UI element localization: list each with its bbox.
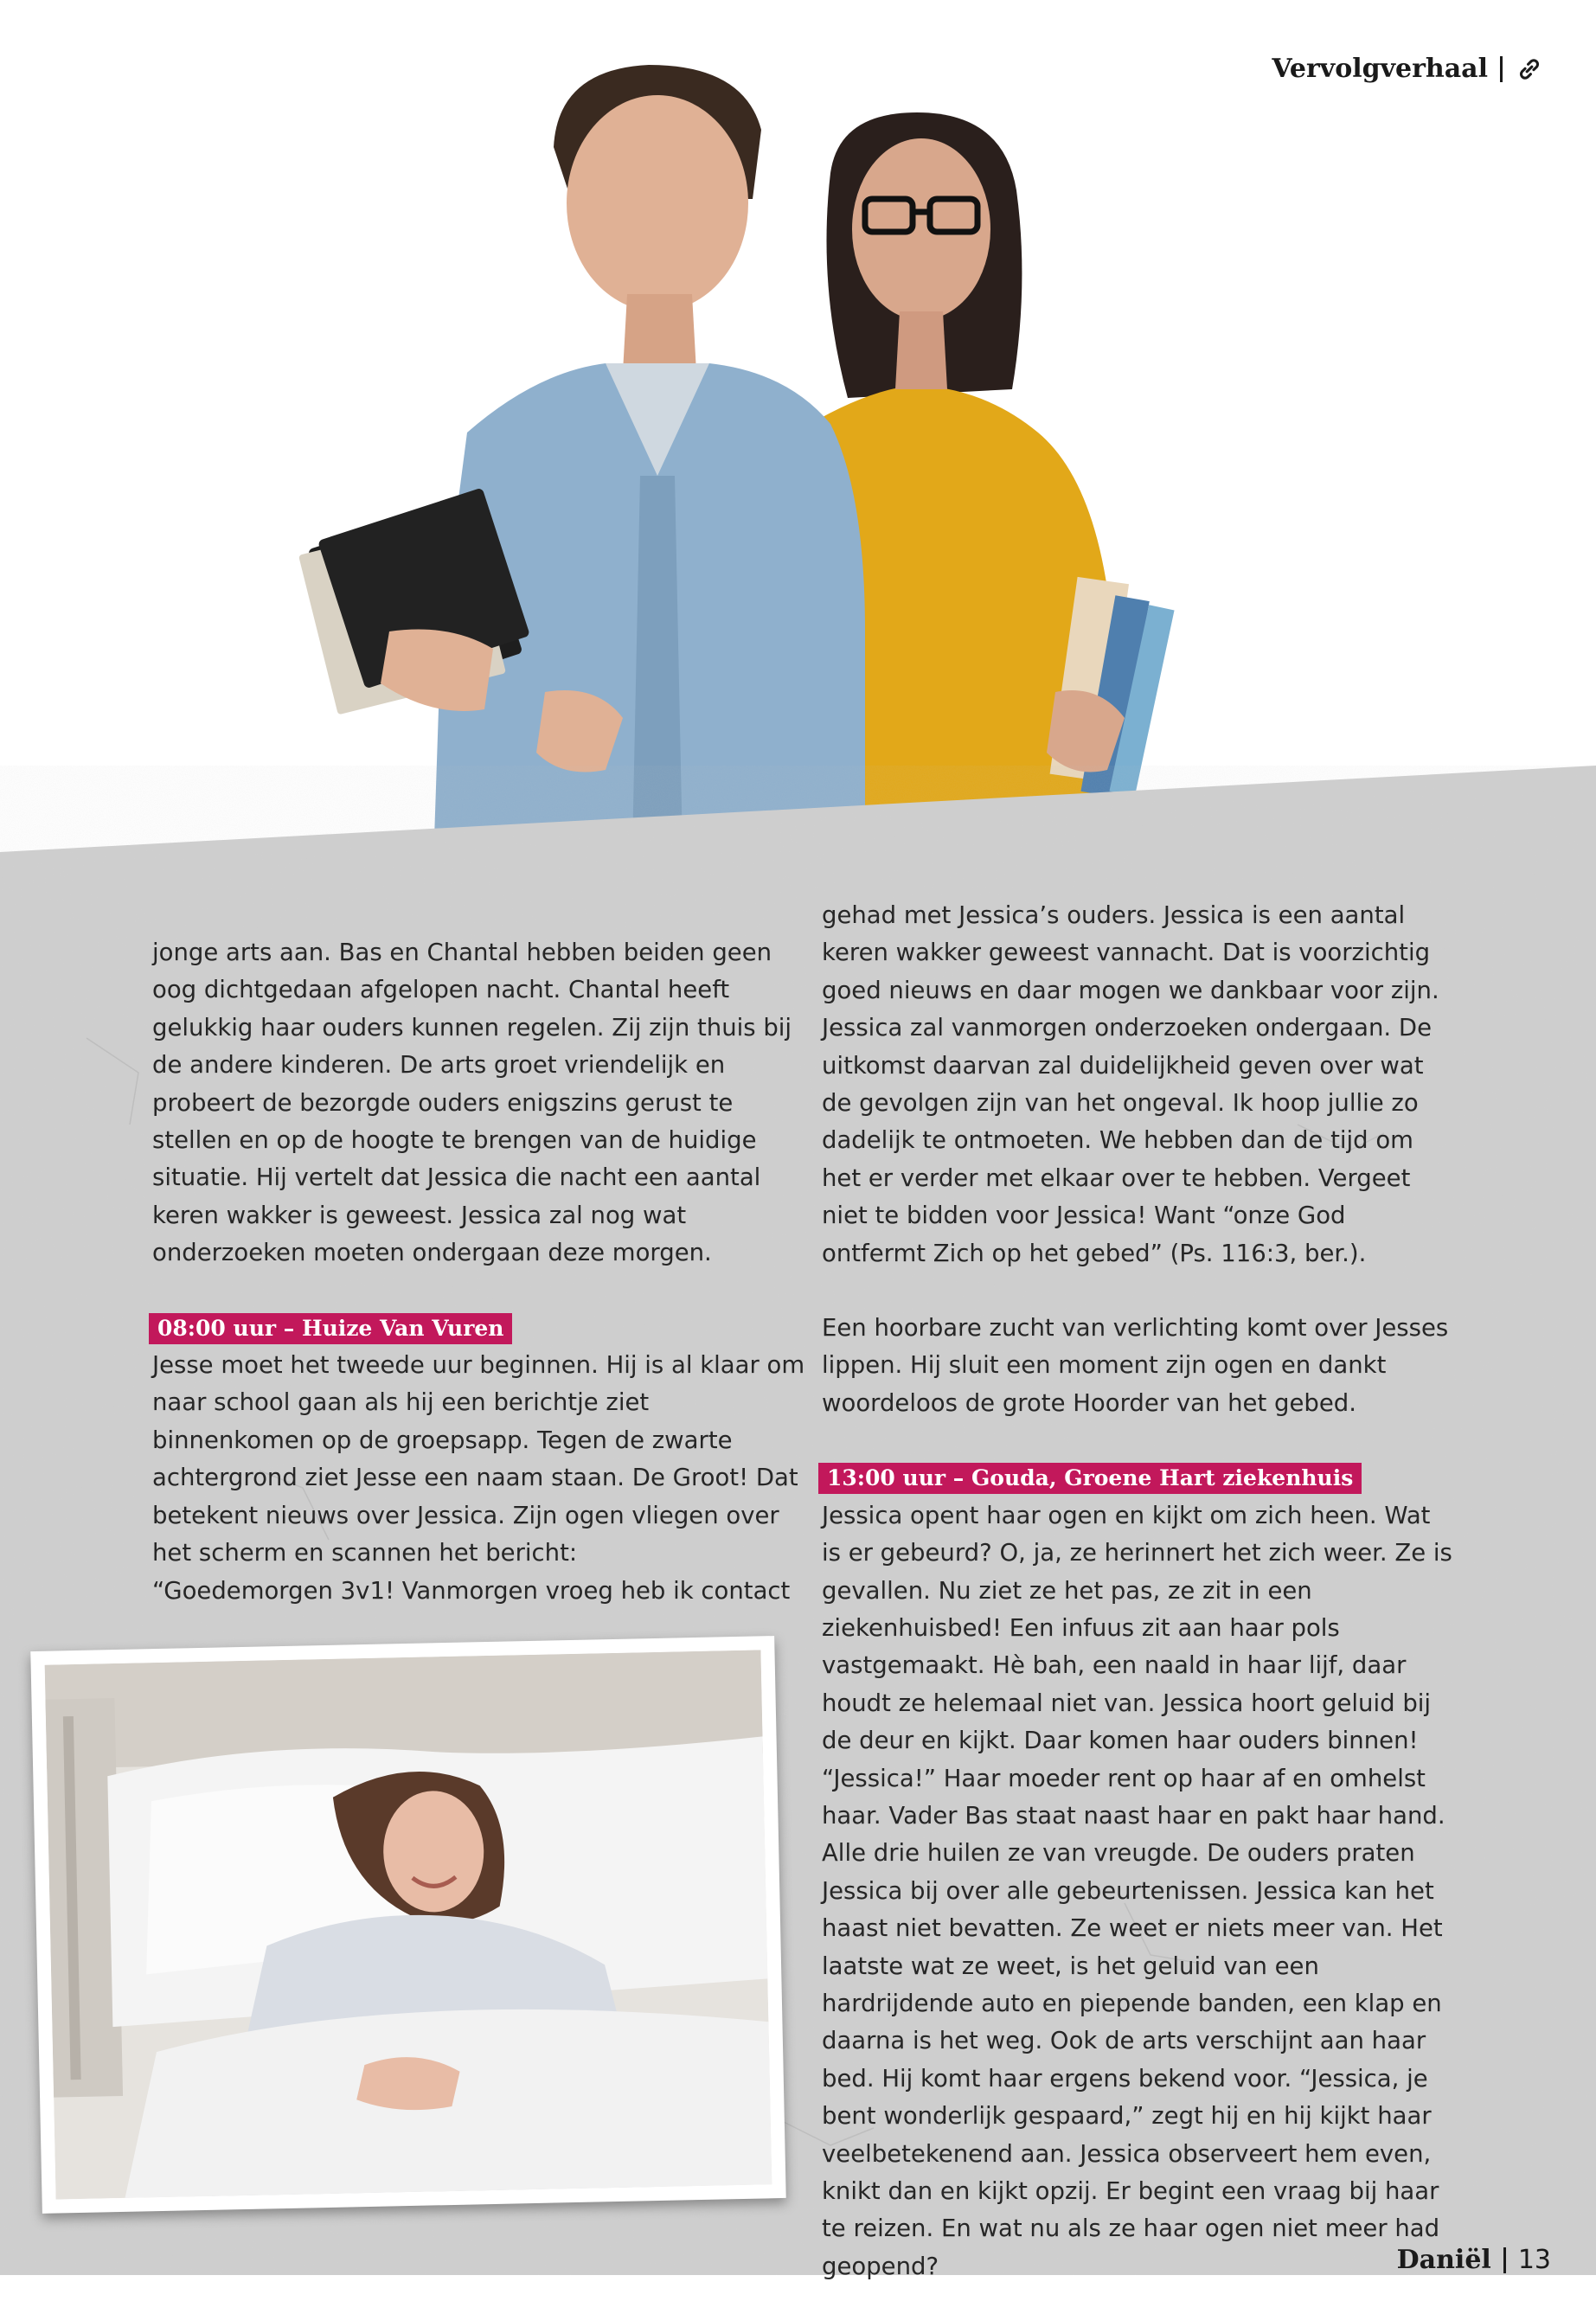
- paragraph: gehad met Jessica’s ouders. Jessica is een aantal keren wakker geweest vannacht. Dat is voorzichtig goed nieuws en daar mogen we dankbaar voor zijn. Jessica zal vanmorgen onderzoeken ondergaan. De uitkomst daarvan zal duidelijkheid geven over wat de gevolgen zijn van het ongeval. Ik hoop jullie zo dadelijk te ontmoeten. We hebben dan de tijd om het er verder met elkaar over te hebben. Vergeet niet te bidden voor Jessica! Want “onze God ontfermt Zich op het gebed” (Ps. 116:3, ber.).: [822, 901, 1439, 1267]
- left-column: [152, 934, 810, 1610]
- paragraph: jonge arts aan. Bas en Chantal hebben beiden geen oog dichtgedaan afgelopen nacht. Chantal heeft gelukkig haar ouders kunnen regelen. Zij zijn thuis bij de andere kinderen. De arts groet vriendelijk en probeert de bezorgde ouders enigszins gerust te stellen en op de hoogte te brengen van de huidige situatie. Hij vertelt dat Jessica die nacht een aantal keren wakker is geweest. Jessica zal nog wat onderzoeken moeten ondergaan deze morgen.: [152, 939, 792, 1267]
- page-footer: [1397, 2245, 1551, 2275]
- footer-divider: [1503, 2247, 1506, 2273]
- right-column: [822, 897, 1453, 2285]
- time-location-tag: 13:00 uur – Gouda, Groene Hart ziekenhuis: [818, 1463, 1362, 1494]
- time-location-tag: 08:00 uur – Huize Van Vuren: [149, 1313, 512, 1344]
- paragraph: “Goedemorgen 3v1! Vanmorgen vroeg heb ik contact: [152, 1576, 791, 1605]
- paragraph: Een hoorbare zucht van verlichting komt over Jesses lippen. Hij sluit een moment zijn ogen en dankt woordeloos de grote Hoorder van het gebed.: [822, 1314, 1449, 1417]
- section-label: Vervolgverhaal: [1272, 54, 1488, 84]
- page-number: 13: [1517, 2245, 1551, 2275]
- paragraph: Jessica opent haar ogen en kijkt om zich heen. Wat is er gebeurd? O, ja, ze herinnert het zich weer. Ze is gevallen. Nu ziet ze het pas, ze zit in een ziekenhuisbed! Een infuus zit aan haar pols vastgemaakt. Hè bah, een naald in haar lijf, daar houdt ze helemaal niet van. Jessica hoort geluid bij de deur en kijkt. Daar komen haar ouders binnen! “Jessica!” Haar moeder rent op haar af en omhelst haar. Vader Bas staat naast haar en pakt haar hand. Alle drie huilen ze van vreugde. De ouders praten Jessica bij over alle gebeurtenissen. Jessica kan het haast niet bevatten. Ze weet er niets meer van. Het laatste wat ze weet, is het geluid van een hardrijdende auto en piepende banden, een klap en daarna is het weg. Ook de arts verschijnt aan haar bed. Hij komt haar ergens bekend voor. “Jessica, je bent wonderlijk gespaard,” zegt hij en hij kijkt haar veelbetekenend aan. Jessica observeert hem even, knikt dan en kijkt opzij. Er begint een vraag bij haar te reizen. En wat nu als ze haar ogen niet meer had geopend?: [822, 1501, 1452, 2280]
- hospital-photo: [30, 1636, 785, 2214]
- magazine-name: Daniël: [1396, 2245, 1491, 2275]
- paragraph: Jesse moet het tweede uur beginnen. Hij is al klaar om naar school gaan als hij een berichtje ziet binnenkomen op de groepsapp. Tegen de zwarte achtergrond ziet Jesse een naam staan. De Groot! Dat betekent nieuws over Jessica. Zijn ogen vliegen over het scherm en scannen het bericht:: [152, 1351, 805, 1567]
